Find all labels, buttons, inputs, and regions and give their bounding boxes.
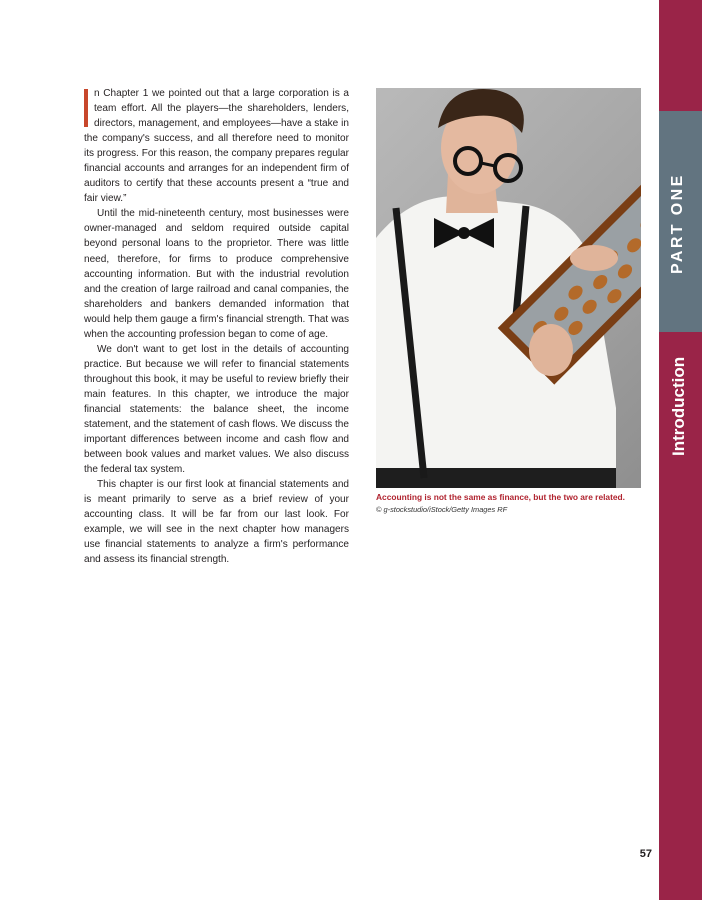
photo-credit: © g-stockstudio/iStock/Getty Images RF [376,504,508,514]
abacus-photo [376,88,641,488]
paragraph-1-text: n Chapter 1 we pointed out that a large corporation is a team effort. All the players—the shareholders, lenders, directors, management, and employees—have a stake in the company's success, and all therefore need to monitor its progress. For this reason, the company prepares regular financial accounts and arranges for an independent firm of auditors to certify that these accounts present a “true and fair view.” [84,88,349,205]
paragraph-3: We don't want to get lost in the details of accounting practice. But because we will refer to financial statements throughout this book, it may be useful to review briefly their main features. In this chapter, we introduce the major financial statements: the balance sheet, the income statement, and the statement of cash flows. We discuss the important differences between income and cash flow and between book values and market values. We also discuss the federal tax system. [84,343,349,476]
sidebar-band-top [659,0,702,111]
paragraph-1 [84,86,349,206]
page-number: 57 [639,848,652,860]
paragraph-2: Until the mid-nineteenth century, most businesses were owner-managed and seldom required outside capital beyond personal loans to the proprietor. There was little need, therefore, for firms to produce comprehensive accounting information. But with the industrial revolution and the creation of large railroad and canal companies, the shareholders and bankers demanded information that would help them gauge a firm's financial strength. That was when the accounting profession began to come of age. [84,208,349,340]
caption-text: Accounting is not the same as finance, but the two are related. [376,492,625,502]
part-label: PART ONE [669,173,686,274]
paragraph-4: This chapter is our first look at financial statements and is meant primarily to serve as a brief review of your accounting class. It will be far from our last look. For example, we will see in the next chapter how managers use financial statements to analyze a firm's performance and assess its financial strength. [84,479,349,566]
man-with-abacus-illustration [376,88,641,488]
figure-caption [376,492,656,515]
section-label: Introduction [669,356,688,456]
body-text [84,86,349,568]
dropcap-bar [84,89,88,127]
